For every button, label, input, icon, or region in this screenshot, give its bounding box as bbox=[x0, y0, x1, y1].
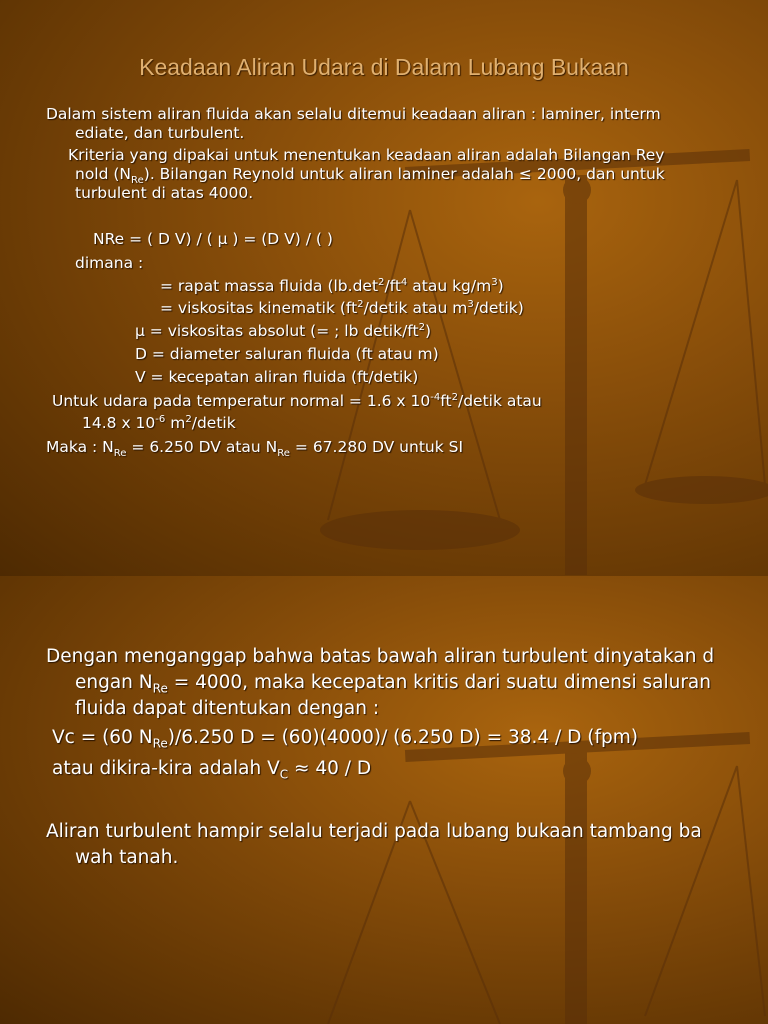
paragraph-line: Kriteria yang dipakai untuk menentukan keadaan aliran adalah Bilangan Rey bbox=[68, 146, 665, 164]
slide-2 bbox=[0, 576, 768, 1024]
paragraph-line: engan $N_{Re} = 4000$, maka kecepatan kritis dari suatu dimensi saluran bbox=[75, 672, 711, 696]
paragraph-line: wah tanah. bbox=[75, 847, 179, 868]
reynolds-formula: NRe = ( D V) / ( μ ) = (D V) / ( ) bbox=[93, 230, 333, 248]
paragraph-line: ediate, dan turbulent. bbox=[75, 124, 245, 142]
slide-title: Keadaan Aliran Udara di Dalam Lubang Bukaan bbox=[139, 54, 629, 80]
air-viscosity-line: 14.8 x $10^{-6}$ $m^2$/detik bbox=[82, 413, 236, 432]
definition-diameter: D = diameter saluran fluida (ft atau m) bbox=[135, 345, 439, 363]
air-viscosity-line: Untuk udara pada temperatur normal = 1.6 x $10^{-4}ft^2$/detik atau bbox=[52, 391, 542, 410]
paragraph-line: fluida dapat ditentukan dengan : bbox=[75, 698, 380, 719]
paragraph-line: nold $(N_{Re})$. Bilangan Reynold untuk aliran laminer adalah ≤ 2000, dan untuk bbox=[75, 165, 665, 187]
definition-density: = rapat massa fluida ($lb.\det^2/ft^4$ atau $kg/m^3$) bbox=[160, 276, 504, 295]
definition-velocity: V = kecepatan aliran fluida (ft/detik) bbox=[135, 368, 419, 386]
paragraph-line: turbulent di atas 4000. bbox=[75, 184, 254, 202]
paragraph-line: Aliran turbulent hampir selalu terjadi pada lubang bukaan tambang ba bbox=[46, 821, 702, 842]
critical-velocity-formula: Vc = (60 $N_{Re})/6.250$ D = (60)(4000)/ (6.250 D) = 38.4 / D (fpm) bbox=[52, 727, 638, 751]
approximation-line: atau dikira-kira adalah $V_C \approx 40 / D$ bbox=[52, 758, 372, 782]
paragraph-line: Dalam sistem aliran fluida akan selalu ditemui keadaan aliran : laminer, interm bbox=[46, 105, 661, 123]
paragraph-line: Dengan menganggap bahwa batas bawah aliran turbulent dinyatakan d bbox=[46, 646, 715, 667]
definition-absolute-viscosity: μ = viskositas absolut (= ; lb detik/$ft^2$) bbox=[135, 321, 432, 340]
definition-kinematic-viscosity: = viskositas kinematik ($ft^2$/detik atau $m^3/detik$) bbox=[160, 298, 524, 317]
maka-line: Maka : $N_{Re} = 6.250$ DV atau $N_{Re} = 67.280$ DV untuk SI bbox=[46, 438, 464, 460]
dimana-label: dimana : bbox=[75, 254, 144, 272]
